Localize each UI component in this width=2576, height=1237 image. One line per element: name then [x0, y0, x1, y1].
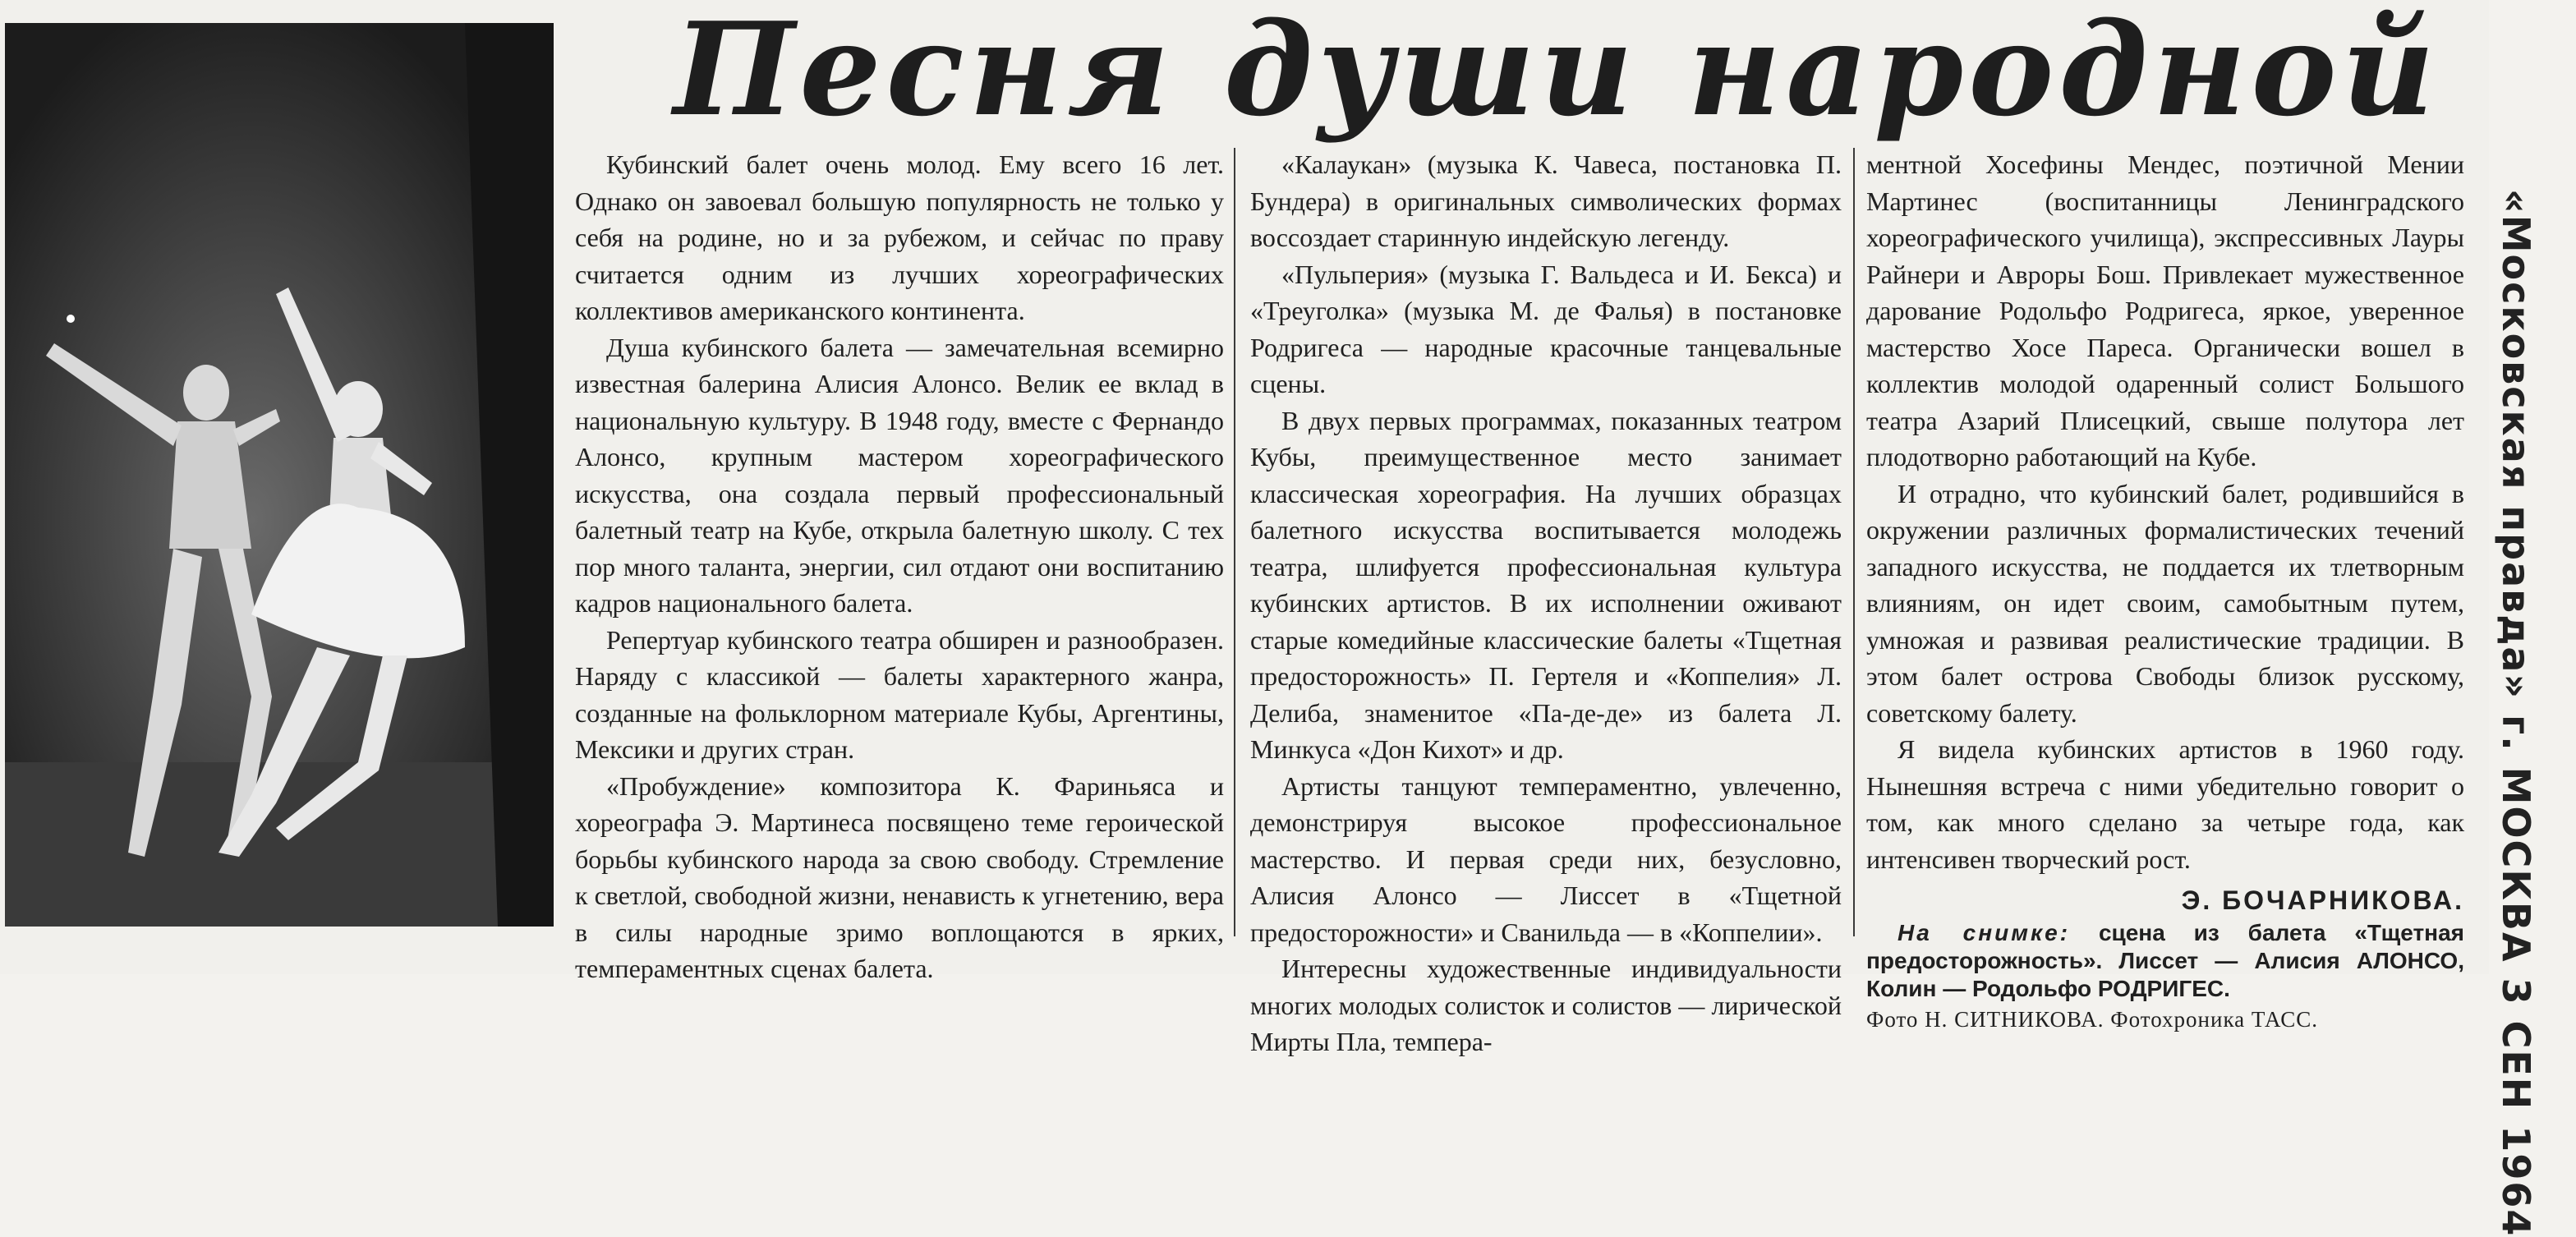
paragraph: В двух первых программах, показанных театром Кубы, преимущественное место занимает классическая хореография. На лучших образцах балетного искусства воспитывается молодежь театра, шлифуется профессиональная культура кубинских артистов. В их исполнении оживают старые комедийные классические балеты «Тщетная предосторожность» П. Гертеля и «Коппелия» Л. Делиба, знаменитое «Па-де-де» из балета Л. Минкуса «Дон Кихот» и др. — [1250, 405, 1842, 764]
paragraph: Я видела кубинских артистов в 1960 году. Нынешняя встреча с ними убедительно говорит о том, как много сделано за четыре года, как интенсивен творческий рост. — [1866, 734, 2464, 874]
paragraph: Душа кубинского балета — замечательная всемирно известная балерина Алисия Алонсо. Велик ее вклад в национальную культуру. В 1948 году, вместе с Фернандо Алонсо, крупным мастером хореографического искусства, она создала первый профессиональный балетный театр на Кубе, открыла балетную школу. С тех пор много таланта, энергии, сил отдают они воспитанию кадров национального балета. — [575, 332, 1224, 618]
paragraph: «Калаукан» (музыка К. Чавеса, постановка П. Бундера) в оригинальных символических формах воссоздает старинную индейскую легенду. — [1250, 149, 1842, 252]
column-divider — [1234, 148, 1235, 936]
paragraph: «Пульперия» (музыка Г. Вальдеса и И. Бекса) и «Треуголка» (музыка М. де Фалья) в постановке Родригеса — народные красочные танцевальные сцены. — [1250, 259, 1842, 398]
article-author: Э. БОЧАРНИКОВА. — [2181, 885, 2464, 915]
paragraph: Интересны художественные индивидуальности многих молодых солисток и солистов — лирической Мирты Пла, темпера- — [1250, 954, 1842, 1056]
stamp-text: «Московская правда» г. МОСКВА 3 СЕН 1964 — [2494, 189, 2538, 1237]
paragraph: Репертуар кубинского театра обширен и разнообразен. Наряду с классикой — балеты характерного жанра, созданные на фольклорном материале Кубы, Аргентины, Мексики и других стран. — [575, 624, 1224, 764]
caption-lead: На снимке: — [1898, 919, 2071, 945]
caption-text: сцена из балета «Тщетная предосторожность». Лиссет — Алисия АЛОНСО, Колин — Родольфо РОДРИГЕС. — [1866, 919, 2464, 1001]
paragraph: «Пробуждение» композитора К. Фариньяса и хореографа Э. Мартинеса посвящено теме героической борьбы кубинского народа за свою свободу. Стремление к светлой, свободной жизни, ненависть к угнетению, вера в силы народные зримо воплощаются в ярких, темпераментных сценах балета. — [575, 770, 1224, 983]
ballet-scene-image — [5, 23, 554, 927]
archive-stamp — [2494, 189, 2567, 1237]
paragraph: Артисты танцуют темпераментно, увлеченно, демонстрируя высокое профессиональное мастерство. И первая среди них, безусловно, Алисия Алонсо — Лиссет в «Тщетной предосторожности» и Сванильда — в «Коппелии». — [1250, 770, 1842, 947]
photo-credit: Фото Н. СИТНИКОВА. Фотохроника ТАСС. — [1866, 1006, 2318, 1032]
article-column-1 — [575, 146, 1224, 983]
paragraph: ментной Хосефины Мендес, поэтичной Мении Мартинес (воспитанницы Ленинградского хореографического училища), экспрессивных Лауры Райнери и Авроры Бош. Привлекает мужественное дарование Родольфо Родригеса, яркое, уверенное мастерство Хосе Пареса. Органически вошел в коллектив молодой одаренный солист Большого театра Азарий Плисецкий, свыше полутора лет плодотворно работающий на Кубе. — [1866, 149, 2464, 471]
photo-caption — [1866, 919, 2464, 1003]
ballet-photo — [5, 23, 554, 927]
paragraph: И отрадно, что кубинский балет, родившийся в окружении различных формалистических течений западного искусства, не поддается их тлетворным влияниям, он идет своим, самобытным путем, умножая и развивая реалистические традиции. В этом балет острова Свободы близок русскому, советскому балету. — [1866, 478, 2464, 728]
article-headline: Песня души народной — [674, 0, 2440, 145]
column-divider — [1853, 148, 1855, 936]
article-column-2 — [1250, 146, 1842, 1056]
article-column-3 — [1866, 146, 2464, 1032]
paragraph: Кубинский балет очень молод. Ему всего 16 лет. Однако он завоевал большую популярность не только у себя на родине, но и за рубежом, и сейчас по праву считается одним из лучших хореографических коллективов американского континента. — [575, 149, 1224, 325]
